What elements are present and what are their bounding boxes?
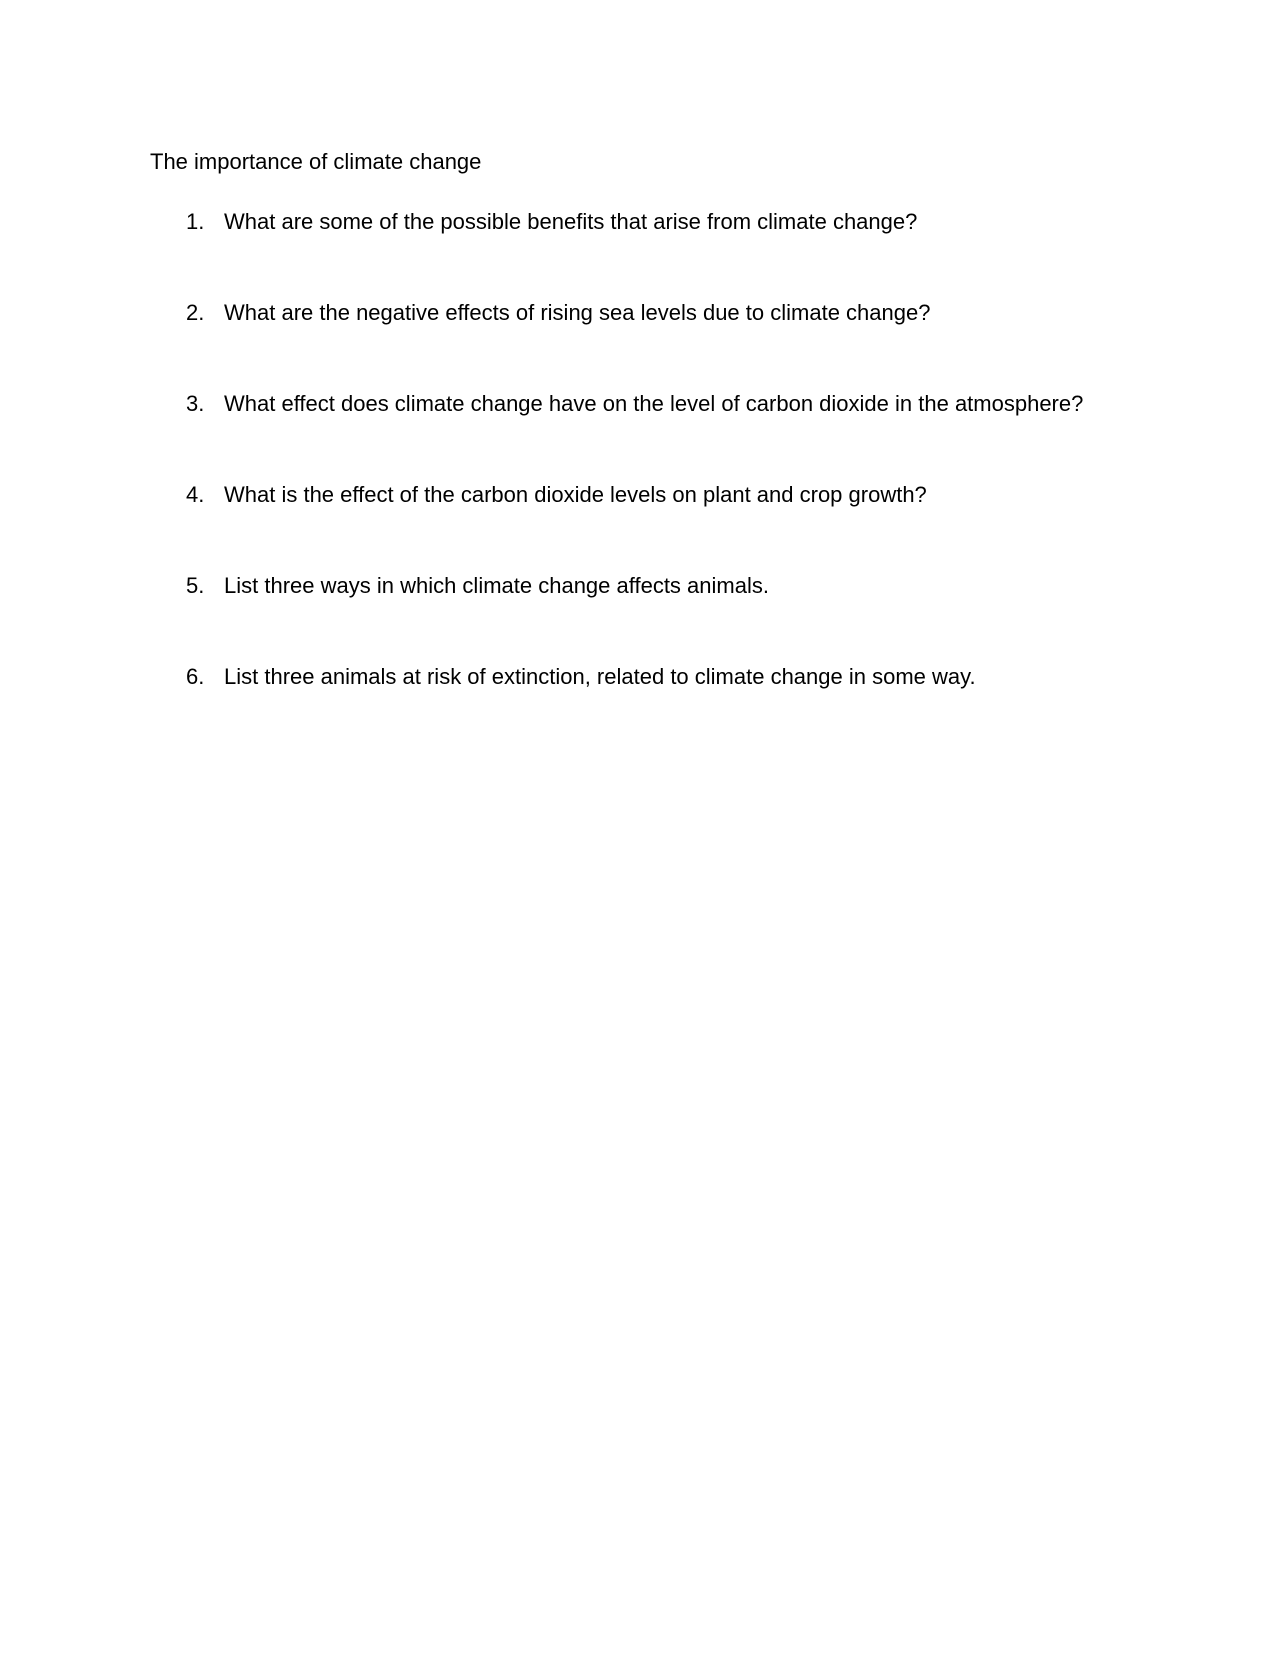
- question-text: What are some of the possible benefits that arise from climate change?: [224, 209, 918, 234]
- question-item-1: [186, 208, 917, 236]
- question-number: 2.: [186, 300, 205, 325]
- question-text: What are the negative effects of rising sea levels due to climate change?: [224, 300, 931, 325]
- question-text: What effect does climate change have on the level of carbon dioxide in the atmosphere?: [224, 391, 1084, 416]
- question-text: List three animals at risk of extinction, related to climate change in some way.: [224, 664, 976, 689]
- question-text: What is the effect of the carbon dioxide levels on plant and crop growth?: [224, 482, 927, 507]
- question-item-5: [186, 572, 769, 600]
- question-item-2: [186, 299, 930, 327]
- question-text: List three ways in which climate change affects animals.: [224, 573, 769, 598]
- question-number: 6.: [186, 664, 205, 689]
- question-number: 5.: [186, 573, 205, 598]
- question-number: 4.: [186, 482, 205, 507]
- document-title: The importance of climate change: [150, 149, 482, 174]
- question-item-4: [186, 481, 927, 509]
- question-item-6: [186, 663, 976, 691]
- question-number: 1.: [186, 209, 205, 234]
- question-number: 3.: [186, 391, 205, 416]
- question-item-3: [186, 390, 1083, 418]
